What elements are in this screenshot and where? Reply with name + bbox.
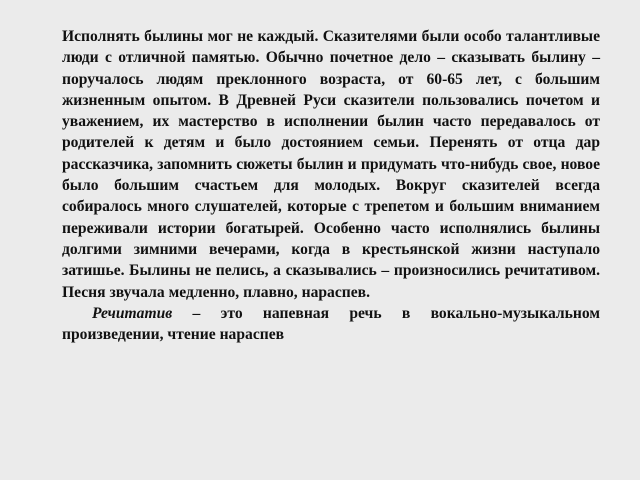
term-definition: – это напевная речь в вокально-музыкальном произведении, чтение нараспев [62,304,600,344]
term-recitative: Речитатив [92,304,173,322]
paragraph-main: Исполнять былины мог не каждый. Сказителями были особо талантливые люди с отличной памятью. Обычно почетное дело – сказывать былину – поручалось людям преклонного возраста, от 60-65 лет, с большим жизненным опытом. В Древней Руси сказители пользовались почетом и уважением, их мастерство в исполнении былин часто передавалось от родителей к детям и было достоянием семьи. Перенять от отца дар рассказчика, запомнить сюжеты былин и придумать что-нибудь свое, новое было большим счастьем для молодых. Вокруг сказителей всегда собиралось много слушателей, которые с трепетом и большим вниманием переживали истории богатырей. Особенно часто исполнялись былины долгими зимними вечерами, когда в крестьянской жизни наступало затишье. Былины не пелись, а сказывались – произносились речитативом. Песня звучала медленно, плавно, нараспев. [62,28,600,301]
paragraph-definition [62,303,600,346]
text-block [62,26,600,345]
